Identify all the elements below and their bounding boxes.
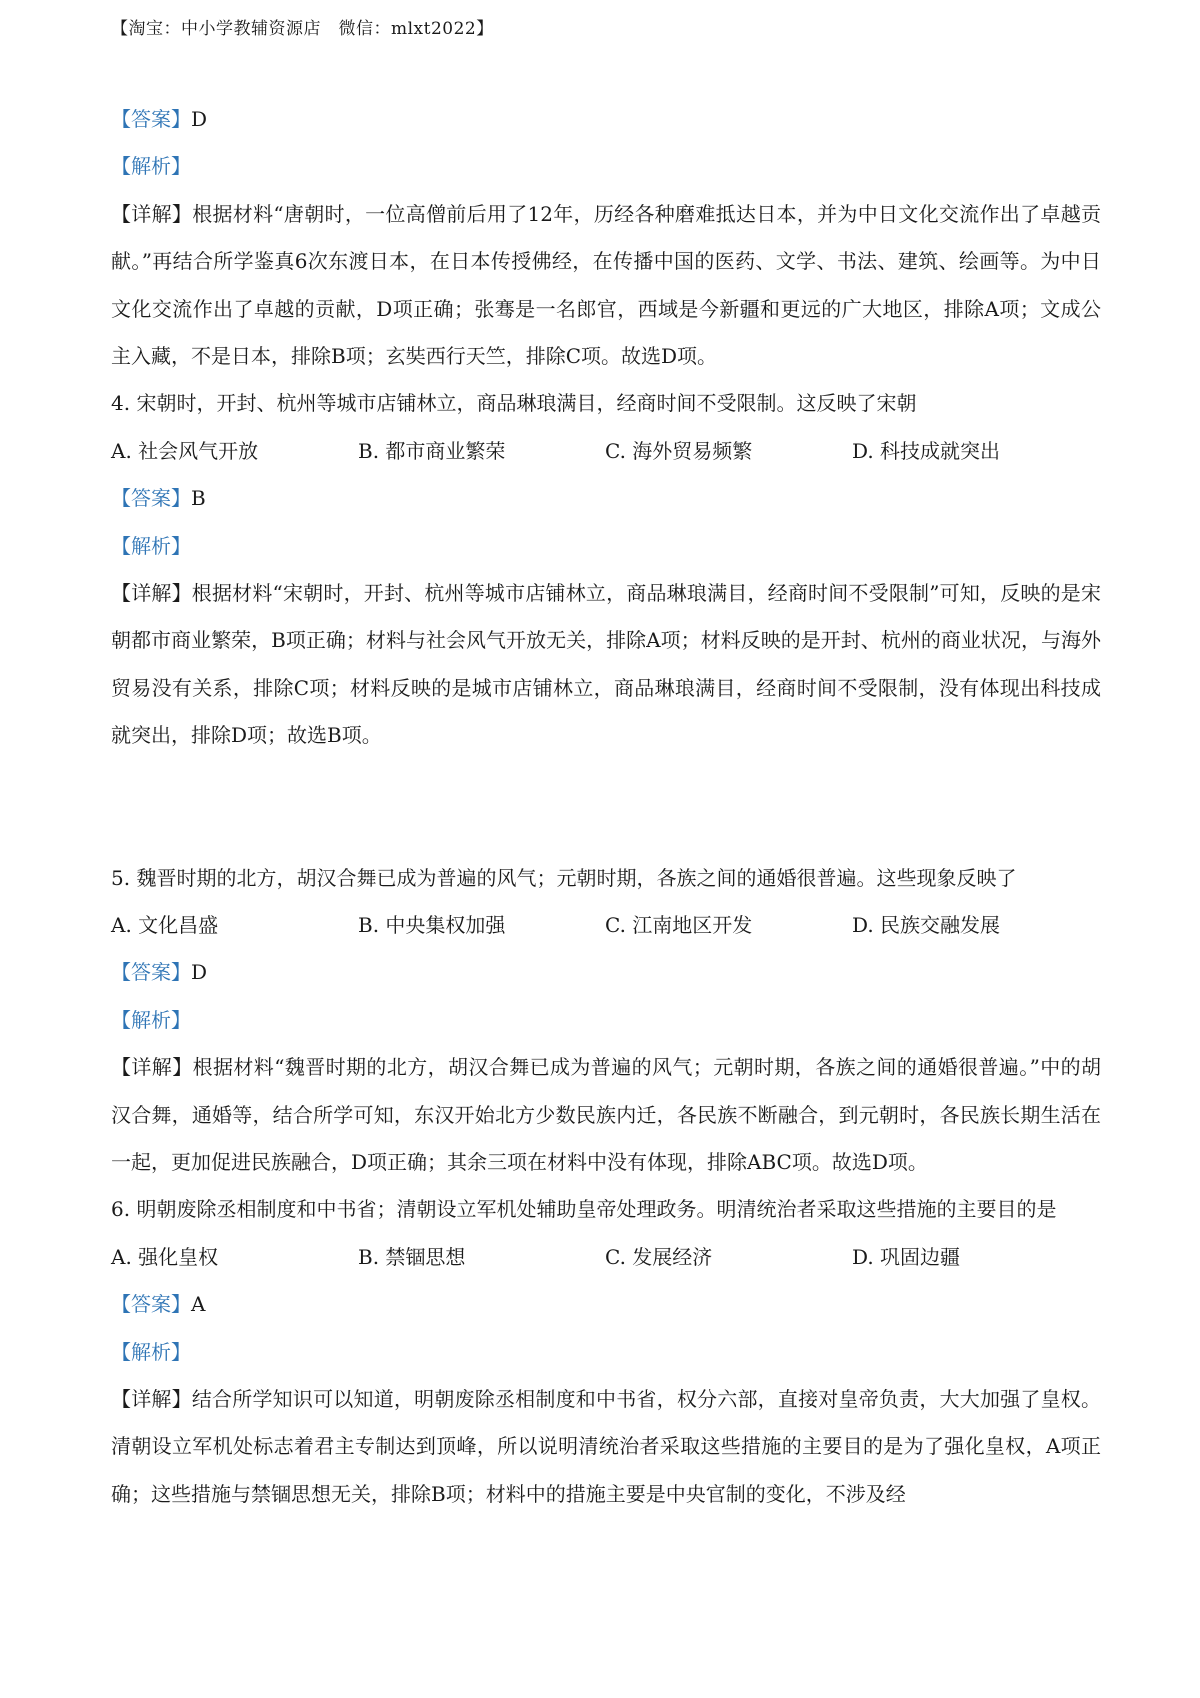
analysis-line (111, 523, 1101, 570)
option-row (111, 1234, 1101, 1281)
answer-tag: 【答案】 (111, 486, 191, 511)
question-stem: 5. 魏晋时期的北方，胡汉合舞已成为普遍的风气；元朝时期，各族之间的通婚很普遍。这些现象反映了 (111, 865, 1017, 890)
option-a: A. 强化皇权 (111, 1244, 219, 1269)
option-b: B. 都市商业繁荣 (358, 438, 506, 463)
analysis-line (111, 143, 1101, 190)
detail-text: 根据材料“宋朝时，开封、杭州等城市店铺林立，商品琳琅满目，经商时间不受限制”可知，反映的是宋朝都市商业繁荣，B项正确；材料与社会风气开放无关，排除A项；材料反映的是开封、杭州的商业状况，与海外贸易没有关系，排除C项；材料反映的是城市店铺林立，商品琳琅满目，经商时间不受限制，没有体现出科技成就突出，排除D项；故选B项。 (111, 580, 1101, 748)
option-a: A. 社会风气开放 (111, 438, 259, 463)
option-c: C. 发展经济 (605, 1244, 713, 1269)
analysis-line (111, 1329, 1101, 1376)
detail-paragraph (111, 1376, 1101, 1518)
detail-text: 结合所学知识可以知道，明朝废除丞相制度和中书省，权分六部，直接对皇帝负责，大大加强了皇权。清朝设立军机处标志着君主专制达到顶峰，所以说明清统治者采取这些措施的主要目的是为了强化皇权，A项正确；这些措施与禁锢思想无关，排除B项；材料中的措施主要是中央官制的变化，不涉及经 (111, 1386, 1102, 1506)
analysis-tag: 【解析】 (111, 533, 191, 558)
answer-tag: 【答案】 (111, 107, 191, 131)
option-b: B. 禁锢思想 (358, 1244, 466, 1269)
analysis-tag: 【解析】 (111, 1339, 191, 1364)
document-content (111, 96, 1101, 1518)
question-stem: 6. 明朝废除丞相制度和中书省；清朝设立军机处辅助皇帝处理政务。明清统治者采取这些措施的主要目的是 (111, 1197, 1057, 1222)
option-d: D. 科技成就突出 (852, 438, 1001, 463)
detail-paragraph (111, 570, 1101, 760)
answer-line (111, 475, 1101, 522)
answer-value: D (191, 107, 208, 131)
option-c: C. 海外贸易频繁 (605, 438, 753, 463)
detail-tag: 【详解】 (111, 1386, 192, 1411)
detail-tag: 【详解】 (111, 201, 193, 226)
analysis-tag: 【解析】 (111, 1007, 191, 1032)
analysis-tag: 【解析】 (111, 154, 191, 179)
detail-text: 根据材料“唐朝时，一位高僧前后用了12年，历经各种磨难抵达日本，并为中日文化交流作出了卓越贡献。”再结合所学鉴真6次东渡日本，在日本传授佛经，在传播中国的医药、文学、书法、建筑、绘画等。为中日文化交流作出了卓越的贡献，D项正确；张骞是一名郎官，西域是今新疆和更远的广大地区，排除A项；文成公主入藏，不是日本，排除B项；玄奘西行天竺，排除C项。故选D项。 (111, 201, 1101, 368)
detail-text: 根据材料“魏晋时期的北方，胡汉合舞已成为普遍的风气；元朝时期，各族之间的通婚很普遍。”中的胡汉合舞，通婚等，结合所学可知，东汉开始北方少数民族内迁，各民族不断融合，到元朝时，各民族长期生活在一起，更加促进民族融合，D项正确；其余三项在材料中没有体现，排除ABC项。故选D项。 (111, 1055, 1102, 1174)
answer-value: B (191, 486, 206, 511)
detail-tag: 【详解】 (111, 580, 192, 605)
option-row (111, 428, 1101, 475)
answer-tag: 【答案】 (111, 960, 191, 985)
option-c: C. 江南地区开发 (605, 912, 753, 937)
analysis-line (111, 997, 1101, 1044)
answer-value: A (191, 1292, 206, 1317)
answer-line (111, 1281, 1101, 1328)
spacer (111, 760, 1101, 855)
detail-tag: 【详解】 (111, 1055, 193, 1080)
detail-paragraph (111, 191, 1101, 381)
header-note: 【淘宝：中小学教辅资源店 微信：mlxt2022】 (111, 19, 494, 39)
option-d: D. 巩固边疆 (852, 1244, 961, 1269)
option-b: B. 中央集权加强 (358, 912, 506, 937)
option-a: A. 文化昌盛 (111, 912, 219, 937)
option-row (111, 902, 1101, 949)
answer-line (111, 96, 1101, 143)
answer-tag: 【答案】 (111, 1292, 191, 1317)
option-d: D. 民族交融发展 (852, 912, 1001, 937)
answer-line (111, 949, 1101, 996)
detail-paragraph (111, 1044, 1101, 1186)
question-stem: 4. 宋朝时，开封、杭州等城市店铺林立，商品琳琅满目，经商时间不受限制。这反映了宋朝 (111, 391, 917, 416)
answer-value: D (191, 960, 208, 985)
